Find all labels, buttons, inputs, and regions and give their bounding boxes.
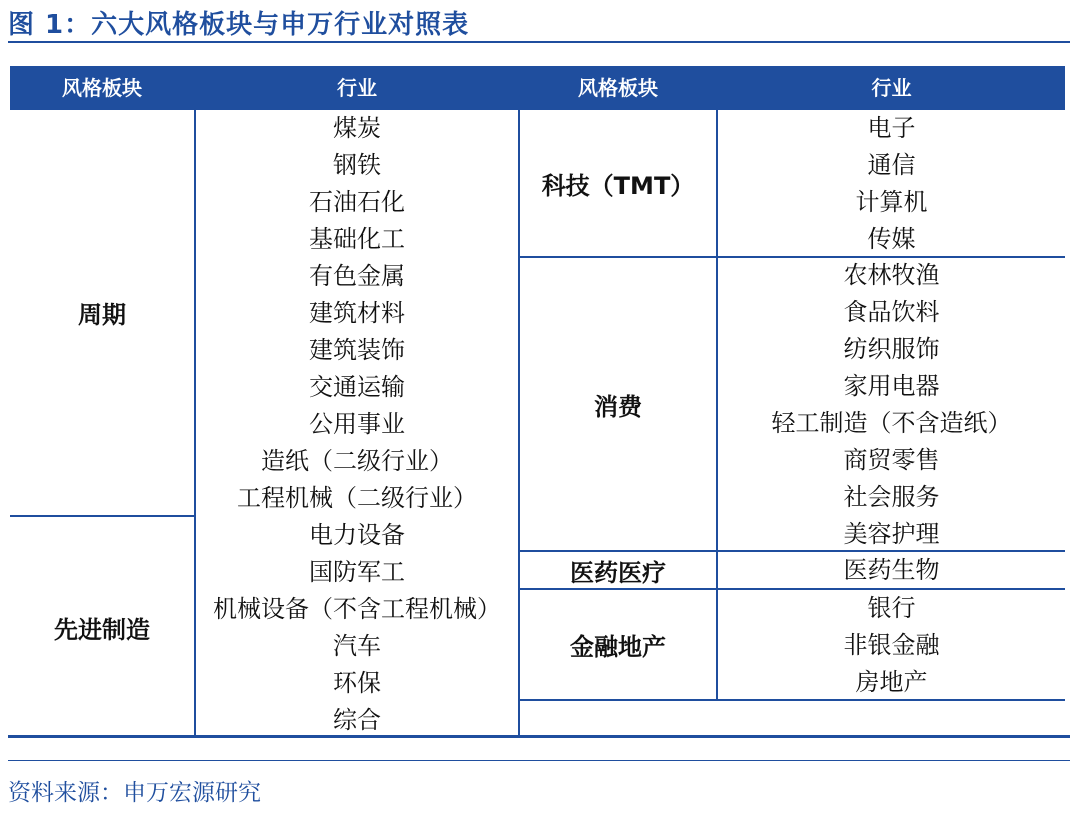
list-item: 电力设备 <box>309 521 405 549</box>
list-item: 有色金属 <box>309 262 405 290</box>
list-item: 建筑材料 <box>309 299 405 327</box>
category-finance: 金融地产 <box>570 633 666 661</box>
table-header <box>10 66 1065 110</box>
industry-list-consumer <box>718 257 1065 553</box>
list-item: 基础化工 <box>309 225 405 253</box>
title-underline <box>8 41 1070 43</box>
header-style-left: 风格板块 <box>62 76 142 100</box>
table-bottom-rule <box>8 735 1070 738</box>
source-top-rule <box>8 760 1070 761</box>
header-industry-left: 行业 <box>337 76 377 100</box>
list-item: 通信 <box>867 151 916 179</box>
industry-list-medical <box>718 552 1065 588</box>
list-item: 交通运输 <box>309 373 405 401</box>
list-item: 石油石化 <box>309 188 405 216</box>
list-item: 家用电器 <box>843 372 940 400</box>
list-item: 房地产 <box>855 668 928 696</box>
category-consumer: 消费 <box>594 392 642 421</box>
category-cycle: 周期 <box>78 301 126 329</box>
list-item: 食品饮料 <box>843 298 940 326</box>
list-item: 纺织服饰 <box>843 335 940 363</box>
list-item: 工程机械（二级行业） <box>237 484 477 512</box>
industry-list-left <box>196 110 518 739</box>
list-item: 社会服务 <box>843 483 940 511</box>
list-item: 汽车 <box>333 632 381 660</box>
source-note: 资料来源：申万宏源研究 <box>8 780 261 806</box>
list-item: 农林牧渔 <box>843 261 940 289</box>
list-item: 商贸零售 <box>843 446 940 474</box>
list-item: 非银金融 <box>843 631 940 659</box>
list-item: 综合 <box>333 706 381 734</box>
list-item: 机械设备（不含工程机械） <box>213 595 501 623</box>
list-item: 银行 <box>867 594 916 622</box>
list-item: 电子 <box>867 114 916 142</box>
category-tmt: 科技（TMT） <box>541 171 695 200</box>
header-style-right: 风格板块 <box>578 76 658 100</box>
list-item: 计算机 <box>855 188 928 216</box>
industry-list-finance <box>718 590 1065 701</box>
list-item: 美容护理 <box>843 520 940 548</box>
list-item: 建筑装饰 <box>309 336 405 364</box>
list-item: 煤炭 <box>333 114 381 142</box>
figure-title: 图 1：六大风格板块与申万行业对照表 <box>8 10 470 40</box>
list-item: 医药生物 <box>843 556 940 584</box>
list-item: 轻工制造（不含造纸） <box>771 409 1012 437</box>
category-medical: 医药医疗 <box>570 558 666 587</box>
industry-list-tmt <box>718 110 1065 258</box>
list-item: 钢铁 <box>333 151 381 179</box>
list-item: 造纸（二级行业） <box>261 447 453 475</box>
category-advanced-mfg: 先进制造 <box>54 615 150 644</box>
list-item: 国防军工 <box>309 558 405 586</box>
list-item: 公用事业 <box>309 410 405 438</box>
header-industry-right: 行业 <box>871 76 912 100</box>
list-item: 传媒 <box>867 225 916 253</box>
list-item: 环保 <box>333 669 381 697</box>
